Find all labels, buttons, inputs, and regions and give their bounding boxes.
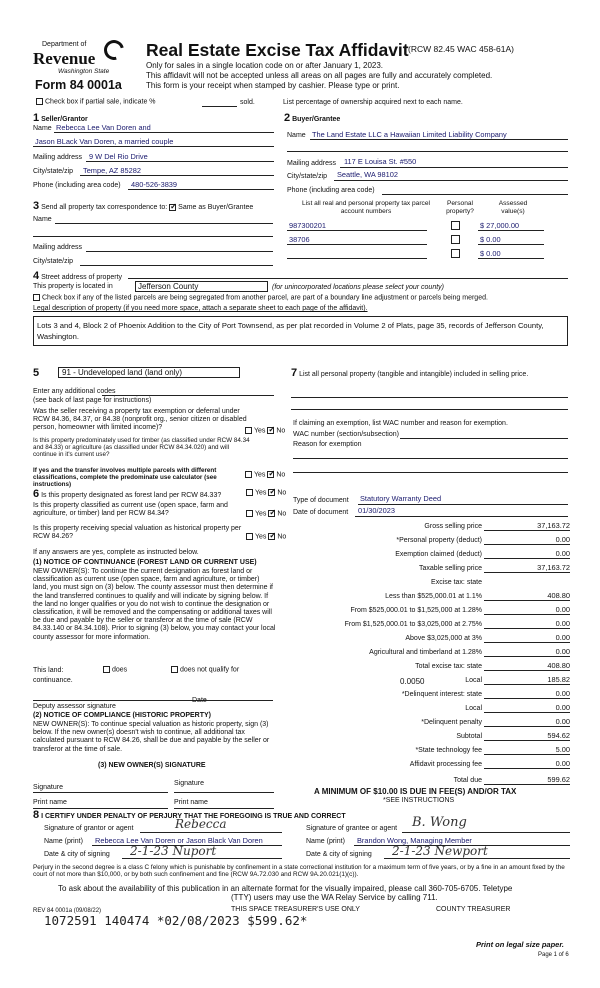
see-back-note: (see back of last page for instructions): [33, 397, 152, 404]
section-4-street-label: 4 Street address of property: [33, 270, 123, 282]
buyer-phone-field[interactable]: [382, 194, 568, 195]
doc-type: Statutory Warranty Deed: [360, 494, 442, 503]
historic-answer: Yes ✓ No: [246, 533, 286, 541]
buyer-city-label: City/state/zip: [287, 173, 328, 180]
buyer-address-field[interactable]: [340, 167, 568, 168]
wac-number-field[interactable]: [400, 438, 568, 439]
assessed-value: $ 0.00: [480, 235, 501, 244]
calc-value: 0.00: [555, 759, 570, 768]
calc-value: 408.80: [547, 661, 570, 670]
calc-value: 594.62: [547, 731, 570, 740]
doc-type-label: Type of document: [293, 497, 349, 504]
historic-no-checkbox[interactable]: [268, 533, 275, 540]
exemption-answer: Yes ✓ No: [245, 427, 285, 435]
tax-corr-name-field[interactable]: [55, 223, 273, 224]
segregation-checkbox[interactable]: [33, 294, 40, 301]
seller-name-label: Name: [33, 125, 52, 132]
treasurer-use-label: THIS SPACE TREASURER'S USE ONLY: [231, 906, 360, 913]
personal-col-header: Personal property?: [446, 200, 474, 215]
calc-label: *Delinquent penalty: [421, 719, 482, 726]
notice-compliance-title: (2) NOTICE OF COMPLIANCE (HISTORIC PROPERTY): [33, 712, 211, 719]
grantee-signature-field[interactable]: [402, 832, 570, 833]
grantor-signature-label: Signature of grantor or agent: [44, 825, 134, 832]
rcw-citation: (RCW 82.45 WAC 458-61A): [408, 44, 514, 54]
doc-date-label: Date of document: [293, 509, 349, 516]
local-rate: 0.0050: [400, 677, 425, 686]
section-5-number: 5: [33, 367, 40, 379]
new-owner-signature-title: (3) NEW OWNER(S) SIGNATURE: [98, 762, 206, 769]
buyer-name-line-2[interactable]: [287, 151, 568, 152]
exemption-reason-field-2[interactable]: [293, 472, 568, 473]
current-use-no-checkbox[interactable]: [268, 510, 275, 517]
current-use-yes-checkbox[interactable]: [246, 510, 253, 517]
exemption-yes-checkbox[interactable]: [245, 427, 252, 434]
personal-property-field-1[interactable]: [291, 397, 568, 398]
alt-format-note-2: (TTY) users may use the WA Relay Service by calling 711.: [231, 893, 438, 902]
calc-label: Total due: [453, 777, 482, 784]
buyer-city: Seattle, WA 98102: [337, 170, 398, 179]
grantee-name-label: Name (print): [306, 838, 345, 845]
perjury-notice: Perjury in the second degree is a class C felony which is punishable by confinement in a state correctional institution for a maximum term of five years, or by a fine in an amount fixed by the court of not more than $10,000, or by both such confinement and fine (RCW 9A.72.030 and RCW 9A.20.021(1)(c)).: [33, 864, 565, 879]
dept-label: Department of: [42, 41, 87, 48]
grantor-name: Rebecca Lee Van Doren or Jason Black Van Doren: [95, 836, 263, 845]
historic-yes-checkbox[interactable]: [246, 533, 253, 540]
partial-sale-row: [36, 98, 156, 106]
seller-address-label: Mailing address: [33, 154, 83, 161]
calc-label: *State technology fee: [415, 747, 482, 754]
wac-claim-note: If claiming an exemption, list WAC number and reason for exemption.: [293, 420, 508, 427]
calc-value: 0.00: [555, 549, 570, 558]
notice-continuance-title: (1) NOTICE OF CONTINUANCE (FOREST LAND OR CURRENT USE): [33, 559, 257, 566]
owner-signature-line-2[interactable]: [174, 792, 274, 793]
seller-phone: 480-526-3839: [131, 180, 178, 189]
parcel-number: 38706: [289, 235, 310, 244]
certify-heading: 8 I CERTIFY UNDER PENALTY OF PERJURY THAT THE FOREGOING IS TRUE AND CORRECT: [33, 809, 346, 821]
current-use-answer: Yes ✓ No: [246, 510, 286, 518]
tax-corr-address-field[interactable]: [86, 251, 273, 252]
calc-label: *Personal property (deduct): [396, 537, 482, 544]
partial-sale-checkbox[interactable]: [36, 98, 43, 105]
calc-label: Less than $525,000.01 at 1.1%: [385, 593, 482, 600]
form-revision: REV 84 0001a (09/08/22): [33, 908, 102, 914]
current-use-question: Is this property classified as current use (open space, farm and agriculture, or timber) land per RCW 84.34?: [33, 502, 228, 518]
calc-value: 5.00: [555, 745, 570, 754]
historic-question: Is this property receiving special valuation as historical property per RCW 84.26?: [33, 525, 242, 541]
additional-codes-field[interactable]: [102, 395, 274, 396]
buyer-name-label: Name: [287, 132, 306, 139]
buyer-address: 117 E Louisa St. #550: [344, 157, 417, 166]
county-treasurer-label: COUNTY TREASURER: [436, 906, 511, 913]
grantor-signature-field[interactable]: [140, 832, 282, 833]
exemption-reason-label: Reason for exemption: [293, 441, 362, 448]
calc-label: Local: [465, 705, 482, 712]
calc-value: 0.00: [555, 633, 570, 642]
personal-property-checkbox[interactable]: [451, 249, 460, 258]
calc-value: 0.00: [555, 647, 570, 656]
list-pct-note: List percentage of ownership acquired next to each name.: [283, 99, 463, 106]
calc-label: Affidavit processing fee: [409, 761, 482, 768]
doc-date-field[interactable]: [355, 516, 568, 517]
calc-label: Exemption claimed (deduct): [395, 551, 482, 558]
tax-corr-name-line-2[interactable]: [33, 236, 273, 237]
see-instructions-note: *SEE INSTRUCTIONS: [383, 797, 455, 804]
calc-value: 0.00: [555, 689, 570, 698]
personal-property-field-2[interactable]: [291, 409, 568, 410]
calc-label: From $1,525,000.01 to $3,025,000 at 2.75%: [344, 621, 482, 628]
grantor-name-label: Name (print): [44, 838, 83, 845]
form-number: Form 84 0001a: [35, 78, 122, 92]
calc-value: 185.82: [547, 675, 570, 684]
form-title: Real Estate Excise Tax Affidavit: [146, 40, 409, 60]
does-option: does: [103, 666, 127, 674]
tax-corr-city-field[interactable]: [80, 265, 273, 266]
assessed-value: $ 27,000.00: [480, 221, 520, 230]
doc-date: 01/30/2023: [358, 506, 395, 515]
exemption-question: Was the seller receiving a property tax exemption or deferral under RCW 84.36, 84.37, or 84.38 (nonprofit org., senior citizen or disabled person, homeowner with limited income)?: [33, 408, 247, 432]
revenue-logo-icon: [100, 36, 127, 63]
section-1-heading: 1 Seller/Grantor: [33, 112, 88, 124]
continuance-label: continuance.: [33, 677, 73, 684]
forest-question: 6 Is this property designated as forest land per RCW 84.33?: [33, 488, 222, 500]
calc-value: 599.62: [547, 775, 570, 784]
assessed-col-header: Assessed value(s): [498, 200, 528, 215]
timber-question-note: If yes and the transfer involves multiple parcels with different classifications, complete the predominate use calculator (see instructions): [33, 467, 217, 489]
tax-corr-name-label: Name: [33, 216, 52, 223]
calc-label: Above $3,025,000 at 3%: [405, 635, 482, 642]
calc-value: 37,163.72: [537, 521, 570, 530]
seller-city: Tempe, AZ 85282: [83, 166, 141, 175]
seller-city-label: City/state/zip: [33, 168, 74, 175]
seller-address: 9 W Del Rio Drive: [89, 152, 148, 161]
owner-signature-line-1[interactable]: [33, 792, 168, 793]
personal-property-label: 7 List all personal property (tangible and intangible) included in selling price.: [291, 367, 529, 379]
buyer-phone-label: Phone (including area code): [287, 187, 375, 194]
additional-codes-label: Enter any additional codes: [33, 388, 116, 395]
timber-yes-checkbox[interactable]: [245, 471, 252, 478]
calc-label: Gross selling price: [424, 523, 482, 530]
header-note-1: Only for sales in a single location code on or after January 1, 2023.: [146, 61, 384, 70]
timber-no-checkbox[interactable]: [267, 471, 274, 478]
sold-label: sold.: [240, 99, 255, 106]
legal-size-note: Print on legal size paper.: [476, 940, 564, 949]
seller-phone-label: Phone (including area code): [33, 182, 121, 189]
does-checkbox[interactable]: [103, 666, 110, 673]
minimum-due-note: A MINIMUM OF $10.00 IS DUE IN FEE(S) AND/OR TAX: [314, 787, 517, 796]
section-3-heading: 3 Send all property tax correspondence to:✓ Same as Buyer/Grantee: [33, 200, 253, 213]
seller-name-1: Rebecca Lee Van Doren and: [56, 123, 151, 132]
calc-label: From $525,000.01 to $1,525,000 at 1.28%: [350, 607, 482, 614]
owner-print-name-label-2: Print name: [174, 799, 208, 806]
state-label: Washington State: [58, 68, 110, 75]
assessed-value: $ 0.00: [480, 249, 501, 258]
forest-yes-checkbox[interactable]: [246, 489, 253, 496]
county-note: (for unincorporated locations please select your county): [272, 284, 444, 291]
forest-no-checkbox[interactable]: [268, 489, 275, 496]
calc-label: Total excise tax: state: [415, 663, 482, 670]
calc-label: Excise tax: state: [431, 579, 482, 586]
buyer-name: The Land Estate LLC a Hawaiian Limited Liability Company: [312, 130, 507, 139]
owner-signature-label-2: Signature: [174, 780, 204, 787]
forest-answer: Yes ✓ No: [246, 489, 286, 497]
deputy-signature-line[interactable]: [33, 700, 273, 701]
calc-label: *Delinquent interest: state: [401, 691, 482, 698]
grantor-signature: Rebecca: [175, 817, 227, 831]
located-label: This property is located in: [33, 283, 113, 290]
doc-type-field[interactable]: [358, 504, 568, 505]
timber-answer: Yes ✓ No: [245, 471, 285, 479]
tax-corr-city-label: City/state/zip: [33, 258, 74, 265]
wac-number-label: WAC number (section/subsection): [293, 431, 399, 438]
county-select[interactable]: Jefferson County: [135, 281, 268, 292]
buyer-city-field[interactable]: [334, 180, 568, 181]
partial-pct-field[interactable]: [202, 106, 237, 107]
revenue-label: Revenue: [33, 49, 96, 68]
calc-label: Agricultural and timberland at 1.28%: [369, 649, 482, 656]
alt-format-note-1: To ask about the availability of this publication in an alternate format for the visually impaired, please call 360-705-6705. Teletype: [58, 884, 513, 893]
treasurer-stamp: 1072591 140474 *02/08/2023 $599.62*: [44, 913, 308, 928]
buyer-address-label: Mailing address: [287, 160, 337, 167]
grantor-date-city: 2-1-23 Nuport: [130, 844, 217, 858]
legal-description-field[interactable]: Lots 3 and 4, Block 2 of Phoenix Addition to the City of Port Townsend, as per plat recorded in Volume 2 of Plats, page 35, records of Jefferson County, Washington.: [33, 316, 568, 346]
parcel-number-field[interactable]: [287, 258, 427, 259]
calc-label: Taxable selling price: [418, 565, 482, 572]
deputy-signature-label: Deputy assessor signature: [33, 703, 116, 710]
calc-value: 0.00: [555, 535, 570, 544]
legal-description-label: Legal description of property (if you need more space, attach a separate sheet to each page of the affidavit).: [33, 305, 368, 312]
page-number: Page 1 of 6: [538, 952, 569, 958]
grantee-name: Brandon Wong, Managing Member: [357, 836, 472, 845]
grantor-date-label: Date & city of signing: [44, 851, 110, 858]
calc-label: Local: [465, 677, 482, 684]
parcel-col-header: List all real and personal property tax parcel account numbers: [302, 200, 430, 215]
calc-value: 408.80: [547, 591, 570, 600]
seller-name-2: Jason BLack Van Doren, a married couple: [35, 137, 174, 146]
owner-print-name-label-1: Print name: [33, 799, 67, 806]
segregation-row: [33, 294, 488, 302]
grantee-date-city: 2-1-23 Newport: [392, 844, 488, 858]
parcel-number: 987300201: [289, 221, 326, 230]
section-2-heading: 2 Buyer/Grantee: [284, 112, 341, 124]
personal-property-checkbox[interactable]: [451, 235, 460, 244]
timber-question: Is this property predominately used for timber (as classified under RCW 84.34 and 84.33) or agriculture (as classified under RCW 84.34.020) and will continue in it's current use?: [33, 437, 250, 459]
land-use-code-select[interactable]: 91 - Undeveloped land (land only): [58, 367, 240, 378]
calc-value: 0.00: [555, 605, 570, 614]
calc-value: 0.00: [555, 619, 570, 628]
this-land-label: This land:: [33, 667, 64, 674]
grantee-signature-label: Signature of grantee or agent: [306, 825, 398, 832]
grantee-date-label: Date & city of signing: [306, 851, 372, 858]
exemption-reason-field-1[interactable]: [293, 458, 568, 459]
notice-compliance-body: NEW OWNER(S): To continue special valuation as historic property, sign (3) below. If the new owner(s) doesn't wish to continue, all additional tax calculated pursuant to RCW 84.26, shall be due and payable by the seller or transferor at the time of sale.: [33, 721, 270, 753]
street-address-field[interactable]: [128, 278, 568, 279]
does-not-option: does not qualify for: [171, 666, 239, 674]
calc-value: 0.00: [555, 717, 570, 726]
tax-corr-address-label: Mailing address: [33, 244, 83, 251]
owner-signature-label-1: Signature: [33, 784, 63, 791]
personal-property-checkbox[interactable]: [451, 221, 460, 230]
partial-sale-label: Check box if partial sale, indicate %: [45, 98, 156, 106]
calc-label: Subtotal: [456, 733, 482, 740]
if-yes-note: If any answers are yes, complete as instructed below.: [33, 549, 199, 556]
segregation-label: Check box if any of the listed parcels are being segregated from another parcel, are part of a boundary line adjustment or parcels being merged.: [42, 294, 488, 302]
does-not-checkbox[interactable]: [171, 666, 178, 673]
grantee-signature: B. Wong: [412, 815, 467, 830]
calc-value: 37,163.72: [537, 563, 570, 572]
same-as-buyer-checkbox[interactable]: [169, 204, 176, 211]
header-note-3: This form is your receipt when stamped by cashier. Please type or print.: [146, 81, 400, 90]
header-note-2: This affidavit will not be accepted unless all areas on all pages are fully and accurately completed.: [146, 71, 493, 80]
calc-value: 0.00: [555, 703, 570, 712]
deputy-date-label: Date: [192, 697, 207, 704]
exemption-no-checkbox[interactable]: [267, 427, 274, 434]
notice-continuance-body: NEW OWNER(S): To continue the current designation as forest land or classification as current use (open space, farm and agriculture, or timber) land, you must sign on (3) below. The county assessor must then determine if the land transferred continues to qualify and will indicate by signing below. If the land no longer qualifies or you do not wish to continue the designation or classification, it will be removed and the compensating or additional taxes will be due and payable by the seller or transferor at the time of sale (RCW 84.33.140 or 84.34.108). Prior to signing (3) below, you may contact your local county assessor for more information.: [33, 568, 276, 641]
